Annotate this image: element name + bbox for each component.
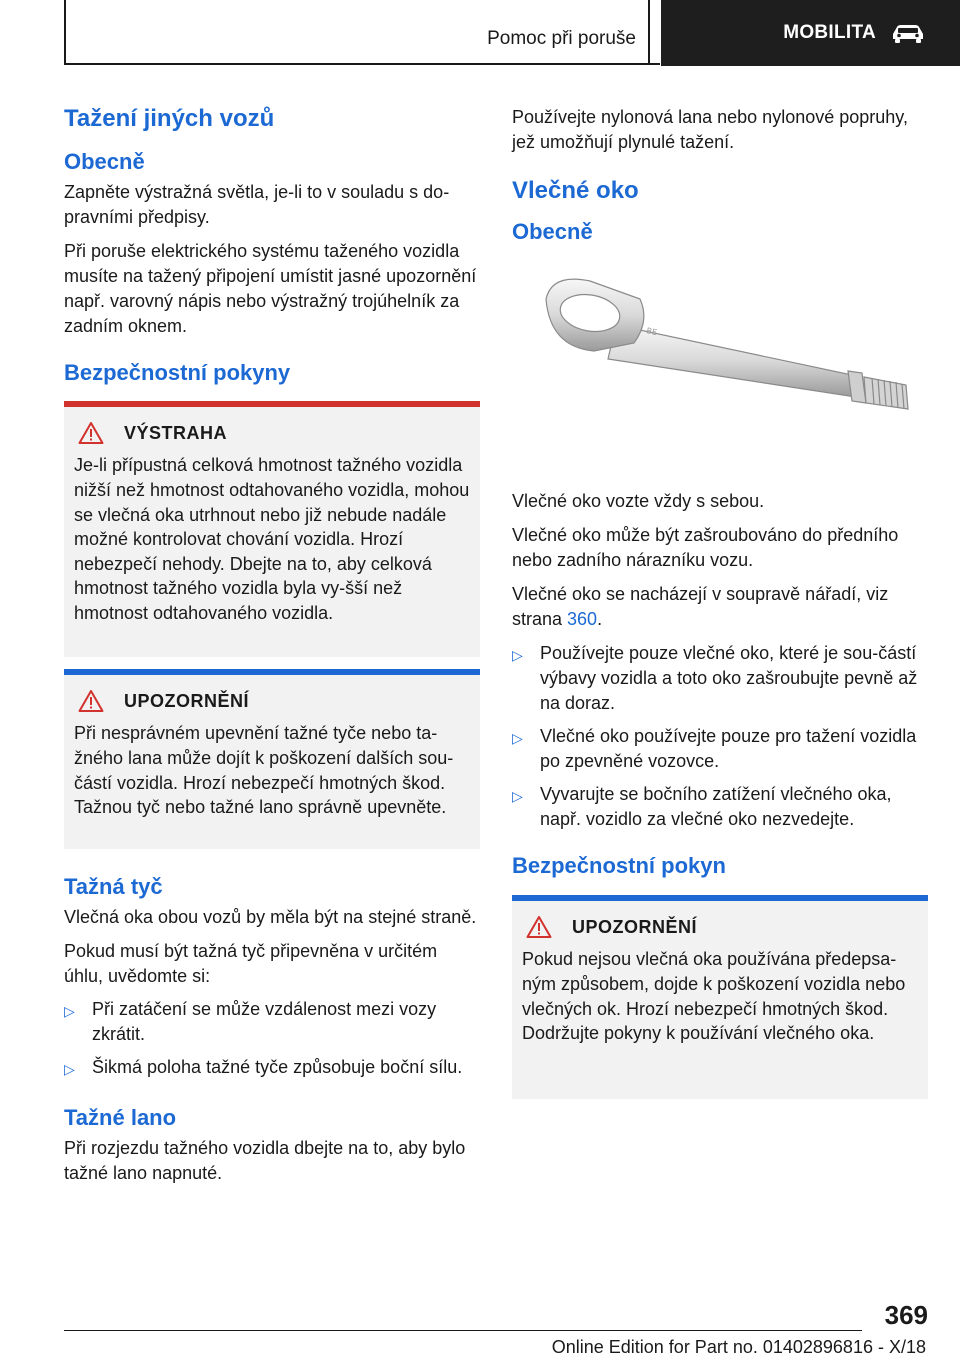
list-item: ▷ Vyvarujte se bočního zatížení vlečného oka, např. vozidlo za vlečné oko nezvedejte. <box>512 782 928 832</box>
page-number: 369 <box>884 1300 928 1330</box>
towing-title: Tažení jiných vozů <box>64 105 275 132</box>
triangle-bullet-icon: ▷ <box>512 729 523 746</box>
list-item: ▷ Šikmá poloha tažné tyče způsobuje boční sílu. <box>64 1055 480 1082</box>
tow-eye-safety-heading: Bezpečnostní pokyn <box>512 852 726 878</box>
list-item: ▷ Vlečné oko používejte pouze pro tažení vozidla po zpevněné vozovce. <box>512 724 928 774</box>
towbar-heading: Tažná tyč <box>64 874 163 900</box>
caution-title: UPOZORNĚNÍ <box>124 690 250 711</box>
triangle-bullet-icon: ▷ <box>64 1060 75 1077</box>
header-section-title: Pomoc při poruše <box>487 28 636 49</box>
caution-triangle-icon <box>78 689 104 713</box>
triangle-bullet-icon: ▷ <box>64 1002 75 1019</box>
page-link-360[interactable]: 360 <box>567 608 598 629</box>
car-icon <box>890 22 926 44</box>
towbar-paragraph-2: Pokud musí být tažná tyč připevněna v určitém úhlu, uvědomte si: <box>64 940 438 986</box>
general-heading: Obecně <box>64 149 145 175</box>
tow-eye-paragraph-3: Vlečné oko se nacházejí v soupravě nářadí, viz strana 360. <box>512 583 889 629</box>
left-column <box>64 100 480 1186</box>
general-paragraph-1: Zapněte výstražná světla, je-li to v souladu s do-pravními předpisy. <box>64 181 450 227</box>
right-column <box>512 100 928 1099</box>
caution-triangle-icon <box>526 915 552 939</box>
triangle-bullet-icon: ▷ <box>512 646 523 663</box>
header-chapter-label: MOBILITA <box>783 22 876 43</box>
tow-eye-caution-text: Pokud nejsou vlečná oka používána předepsa-ným způsobem, dojde k poškození vozidla nebo vlečných ok. Hrozí nebezpečí hmotných škod. Dodržujte pokyny k používání vlečného oka. <box>522 949 906 1044</box>
warning-text: Je-li přípustná celková hmotnost tažného vozidla nižší než hmotnost odtahovaného vozidla, mohou se vlečná oka utrhnout nebo již nebude nadále možné kontrolovat chování vozidla. Hrozí nebezpečí nehody. Dbejte na to, aby celková hmotnost tažného vozidla byla vy-šší než hmotnost odtahovaného vozidla. <box>74 455 470 623</box>
tow-eye-caution-title: UPOZORNĚNÍ <box>572 916 698 937</box>
footer-rule <box>64 1330 862 1331</box>
rope-paragraph-1: Při rozjezdu tažného vozidla dbejte na to, aby bylo tažné lano napnuté. <box>64 1137 466 1183</box>
footer-edition: Online Edition for Part no. 01402896816 - X/18 <box>551 1337 926 1357</box>
tow-eye-marking: BE <box>645 325 658 337</box>
header-chapter-tab <box>661 0 960 66</box>
header-divider <box>648 0 650 64</box>
rope-heading: Tažné lano <box>64 1104 177 1130</box>
rope-paragraph-2: Používejte nylonová lana nebo nylonové popruhy, jež umožňují plynulé tažení. <box>512 107 908 152</box>
tow-eye-title: Vlečné oko <box>512 177 639 204</box>
tow-eye-image <box>512 247 928 479</box>
tow-eye-paragraph-1: Vlečné oko vozte vždy s sebou. <box>512 490 765 511</box>
tow-eye-list <box>512 641 928 832</box>
caution-box <box>64 669 480 849</box>
safety-heading: Bezpečnostní pokyny <box>64 359 291 385</box>
header-bottom-rule <box>64 63 660 65</box>
warning-box <box>64 401 480 657</box>
list-item: ▷ Při zatáčení se může vzdálenost mezi vozy zkrátit. <box>64 997 480 1047</box>
tow-eye-illustration <box>512 247 928 479</box>
tow-eye-general-heading: Obecně <box>512 219 593 245</box>
tow-eye-caution-box <box>512 895 928 1099</box>
general-paragraph-2: Při poruše elektrického systému taženého vozidla musíte na tažený připojení umístit jasné upozornění např. varovný nápis nebo výstražný trojúhelník za zadním oknem. <box>64 240 477 336</box>
warning-triangle-icon <box>78 421 104 445</box>
triangle-bullet-icon: ▷ <box>512 787 523 804</box>
caution-text: Při nesprávném upevnění tažné tyče nebo ta-žného lana může dojít k poškození dalších sou-částí vozidla. Hrozí nebezpečí hmotných škod. Tažnou tyč nebo tažné lano správně upevněte. <box>74 723 454 818</box>
header-left-rule <box>64 0 66 64</box>
tow-eye-paragraph-2: Vlečné oko může být zašroubováno do předního nebo zadního nárazníku vozu. <box>512 524 899 570</box>
list-item: ▷ Používejte pouze vlečné oko, které je sou-částí výbavy vozidla a toto oko zašroubujte pevně až na doraz. <box>512 641 928 716</box>
towbar-list <box>64 997 480 1082</box>
warning-title: VÝSTRAHA <box>124 422 228 443</box>
towbar-paragraph-1: Vlečná oka obou vozů by měla být na stejné straně. <box>64 906 477 927</box>
